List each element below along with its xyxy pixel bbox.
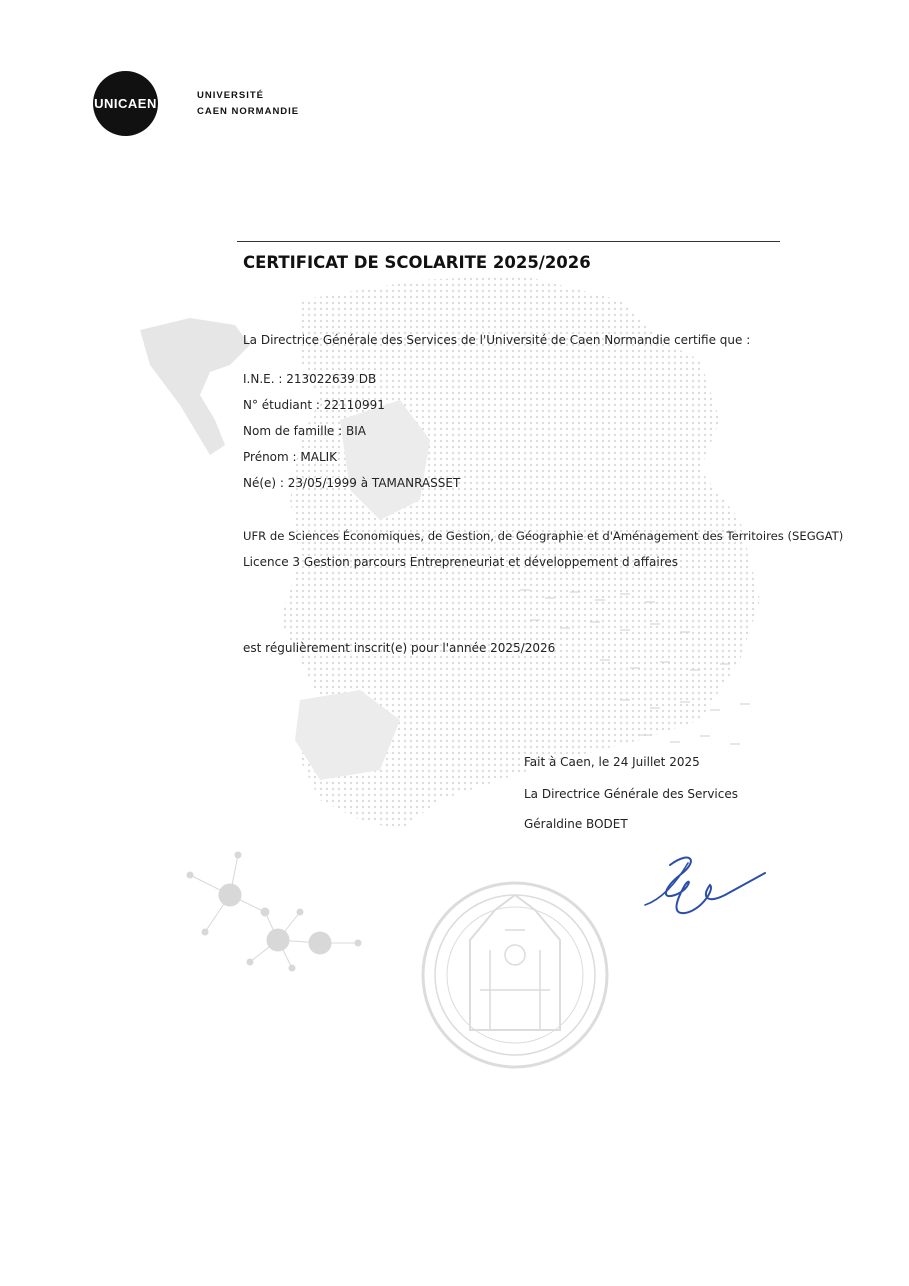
unicaen-logo <box>93 71 158 136</box>
student-number-field: N° étudiant : 22110991 <box>243 398 385 412</box>
place-date: Fait à Caen, le 24 Juillet 2025 <box>524 755 700 769</box>
ufr-text: UFR de Sciences Économiques, de Gestion, de Géographie et d'Aménagement des Territoires (SEGGAT) <box>243 529 844 543</box>
world-map-americas <box>140 318 250 455</box>
birth-field: Né(e) : 23/05/1999 à TAMANRASSET <box>243 476 461 490</box>
enrollment-statement: est régulièrement inscrit(e) pour l'année 2025/2026 <box>243 641 556 655</box>
first-name-field: Prénom : MALIK <box>243 450 338 464</box>
university-name-line1: UNIVERSITÉ <box>197 90 265 101</box>
certificate-title: CERTIFICAT DE SCOLARITE 2025/2026 <box>243 253 591 272</box>
handwritten-signature <box>630 845 770 925</box>
signatory-role: La Directrice Générale des Services <box>524 787 739 801</box>
logo-mark-text: UNICAEN <box>94 96 157 111</box>
university-seal <box>423 883 607 1067</box>
last-name-field: Nom de famille : BIA <box>243 424 366 438</box>
university-name-line2: CAEN NORMANDIE <box>197 106 300 117</box>
ine-field: I.N.E. : 213022639 DB <box>243 372 377 386</box>
university-name <box>197 88 299 120</box>
intro-text: La Directrice Générale des Services de l'Université de Caen Normandie certifie que : <box>243 333 751 347</box>
molecule-network <box>187 852 361 971</box>
title-divider <box>237 241 780 242</box>
signatory-name: Géraldine BODET <box>524 817 628 831</box>
program-text: Licence 3 Gestion parcours Entrepreneuriat et développement d affaires <box>243 555 679 569</box>
